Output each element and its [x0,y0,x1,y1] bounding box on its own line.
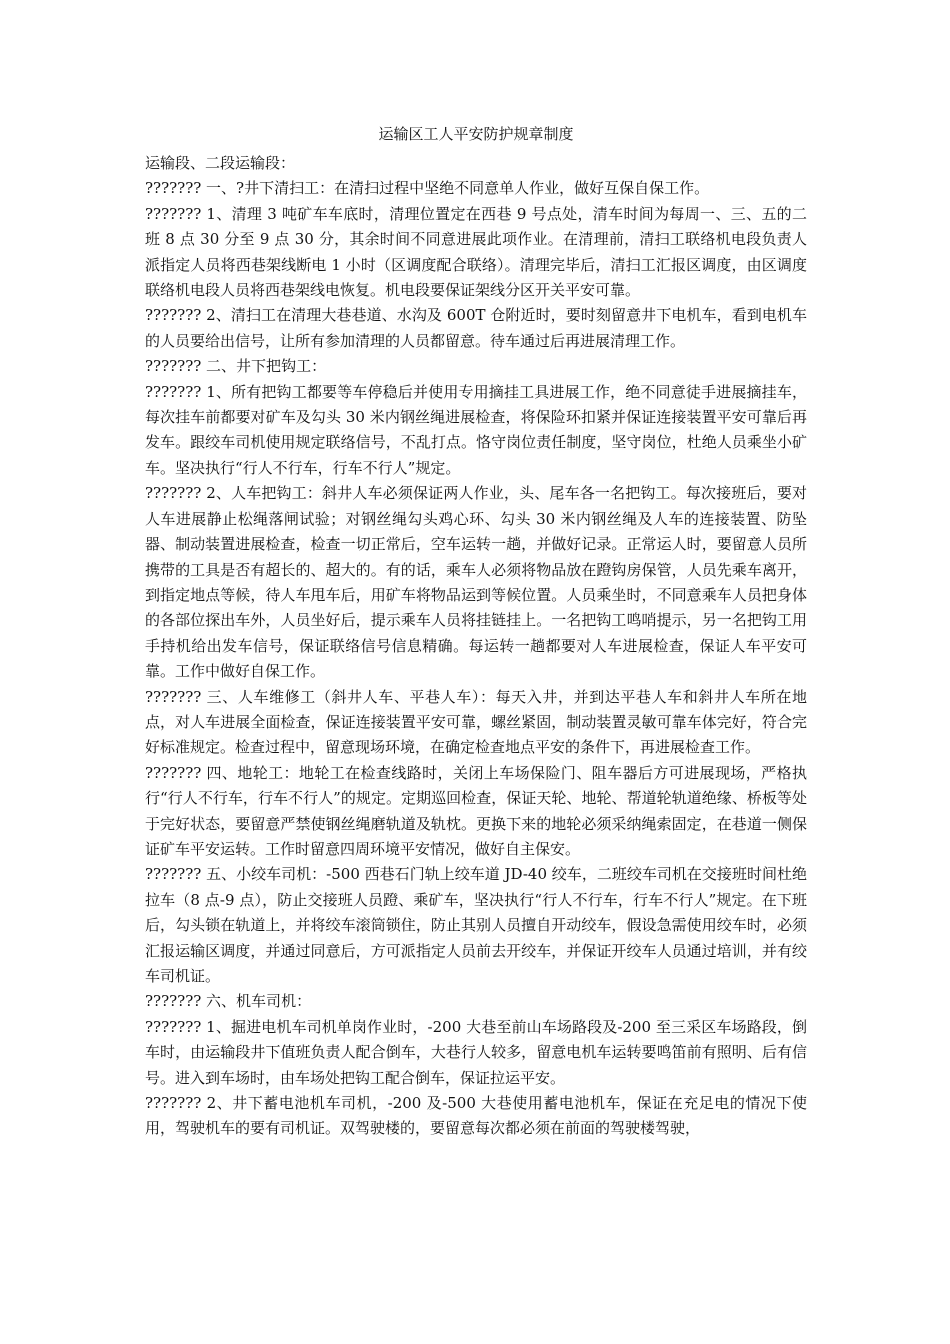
paragraph-cleaner-1: ??????? 1、清理 3 吨矿车车底时，清理位置定在西巷 9 号点处，清车时间为每周一、三、五的二班 8 点 30 分至 9 点 30 分，其余时间不同意进展此项作业。在清理前，清扫工联络机电段负责人派指定人员将西巷架线断电 1 小时（区调度配合联络）。清理完毕后，清扫工汇报区调度，由区调度联络机电段人员将西巷架线电恢复。机电段要保证架线分区开关平安可靠。 [145,204,807,300]
paragraph-locomotive-2: ??????? 2、井下蓄电池机车司机，-200 及-500 大巷使用蓄电池机车，保证在充足电的情况下使用，驾驶机车的要有司机证。双驾驶楼的，要留意每次都必须在前面的驾驶楼驾驶， [145,1094,807,1138]
document-title: 运输区工人平安防护规章制度 [378,125,574,143]
section-heading-transport: 运输段、二段运输段： [145,154,296,172]
paragraph-locomotive-1: ??????? 1、掘进电机车司机单岗作业时，-200 大巷至前山车场路段及-200 至三采区车场路段，倒车时，由运输段井下值班负责人配合倒车，大巷行人较多，留意电机车运转要鸣笛前有照明、后有信号。进入到车场时，由车场处把钩工配合倒车，保证拉运平安。 [145,1017,807,1087]
paragraph-winch-driver: ??????? 五、小绞车司机：-500 西巷石门轨上绞车道 JD-40 绞车，二班绞车司机在交接班时间杜绝拉车（8 点-9 点），防止交接班人员蹬、乘矿车，坚决执行“行人不行车，行车不行人”规定。在下班后，勾头锁在轨道上，并将绞车滚筒锁住，防止其别人员擅自开动绞车，假设急需使用绞车时，必须汇报运输区调度，并通过同意后，方可派指定人员前去开绞车，并保证开绞车人员通过培训，并有绞车司机证。 [145,865,807,985]
paragraph-hooker-heading: ??????? 二、井下把钩工： [145,357,327,376]
paragraph-cleaner-heading: ??????? 一、?井下清扫工：在清扫过程中坚绝不同意单人作业，做好互保自保工作。 [145,179,710,198]
paragraph-ground-wheel: ??????? 四、地轮工：地轮工在检查线路时，关闭上车场保险门、阻车器后方可进展现场，严格执行“行人不行车，行车不行人”的规定。定期巡回检查，保证天轮、地轮、帮道轮轨道绝缘、桥板等处于完好状态，要留意严禁使钢丝绳磨轨道及轨枕。更换下来的地轮必须采纳绳索固定，在巷道一侧保证矿车平安运转。工作时留意四周环境平安情况，做好自主保安。 [145,763,807,858]
paragraph-hooker-2: ??????? 2、人车把钩工：斜井人车必须保证两人作业，头、尾车各一名把钩工。每次接班后，要对人车进展静止松绳落闸试验；对钢丝绳勾头鸡心环、勾头 30 米内钢丝绳及人车的连接装置、防坠器、制动装置进展检查，检查一切正常后，空车运转一趟，并做好记录。正常运人时，要留意人员所携带的工具是否有超长的、超大的。有的话，乘车人必须将物品放在蹬钩房保管，人员先乘车离开，到指定地点等候，待人车甩车后，用矿车将物品运到等候位置。人员乘坐时，不同意乘车人员把身体的各部位探出车外，人员坐好后，提示乘车人员将挂链挂上。一名把钩工鸣哨提示，另一名把钩工用手持机给出发车信号，保证联络信号信息精确。每运转一趟都要对人车进展检查，保证人车平安可靠。工作中做好自保工作。 [145,484,807,681]
paragraph-locomotive-heading: ??????? 六、机车司机： [145,992,312,1011]
paragraph-hooker-1: ??????? 1、所有把钩工都要等车停稳后并使用专用摘挂工具进展工作，绝不同意徒手进展摘挂车，每次挂车前都要对矿车及勾头 30 米内钢丝绳进展检查，将保险环扣紧并保证连接装置平安可靠后再发车。跟绞车司机使用规定联络信号，不乱打点。恪守岗位责任制度，坚守岗位，杜绝人员乘坐小矿车。坚决执行“行人不行车，行车不行人”规定。 [145,382,807,477]
paragraph-cleaner-2: ??????? 2、清扫工在清理大巷巷道、水沟及 600T 仓附近时，要时刻留意井下电机车，看到电机车的人员要给出信号，让所有参加清理的人员都留意。待车通过后再进展清理工作。 [145,306,807,350]
document-page [145,122,807,1142]
paragraph-car-repair: ??????? 三、人车维修工（斜井人车、平巷人车）：每天入井，并到达平巷人车和斜井人车所在地点，对人车进展全面检查，保证连接装置平安可靠，螺丝紧固，制动装置灵敏可靠车体完好，符合完好标准规定。检查过程中，留意现场环境，在确定检查地点平安的条件下，再进展检查工作。 [145,687,807,757]
